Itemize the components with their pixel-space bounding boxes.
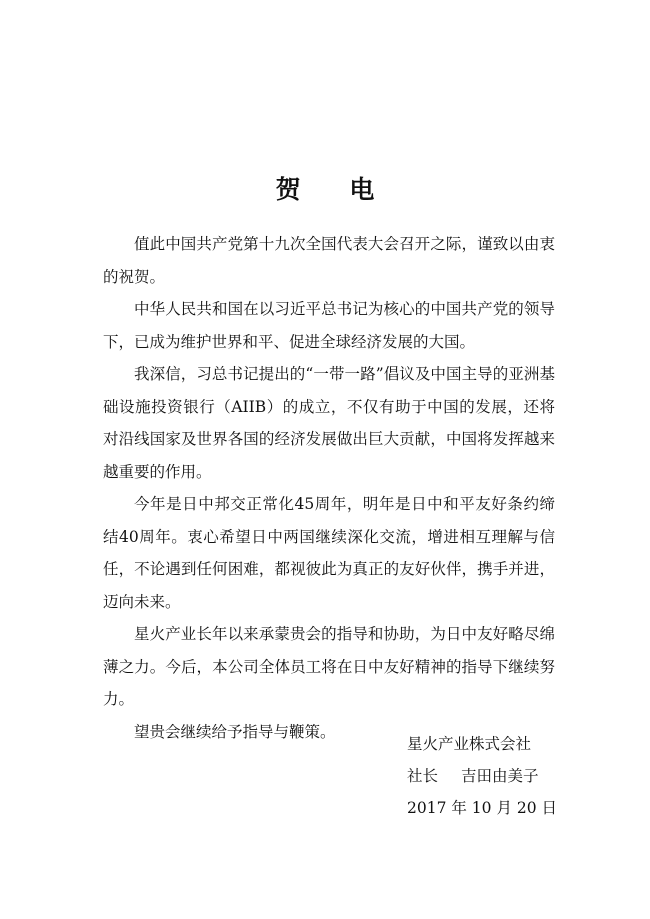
letter-title: 贺 电 (275, 175, 395, 204)
paragraph-belt-and-road: 我深信，习总书记提出的“一带一路”倡议及中国主导的亚洲基础设施投资银行（AIIB）的成立，不仅有助于中国的发展，还将对沿线国家及世界各国的经济发展做出巨大贡献，中国将发挥越来越重要的作用。 (103, 365, 555, 481)
signature-name: 吉田由美子 (460, 767, 539, 785)
paragraph-china-role: 中华人民共和国在以习近平总书记为核心的中国共产党的领导下，已成为维护世界和平、促进全球经济发展的大国。 (103, 300, 555, 351)
signature-block (405, 728, 595, 824)
paragraph-anniversary: 今年是日中邦交正常化45周年，明年是日中和平友好条约缔结40周年。衷心希望日中两国继续深化交流，增进相互理解与信任，不论遇到任何困难，都视彼此为真正的友好伙伴，携手并进，迈向未来。 (103, 495, 555, 611)
paragraph-closing: 望贵会继续给予指导与鞭策。 (134, 722, 336, 741)
letter-body (103, 228, 555, 748)
signature-company: 星火产业株式会社 (407, 735, 532, 753)
signature-date: 2017 年 10 月 20 日 (407, 799, 558, 817)
paragraph-company-commitment: 星火产业长年以来承蒙贵会的指导和协助，为日中友好略尽绵薄之力。今后，本公司全体员工将在日中友好精神的指导下继续努力。 (103, 625, 555, 708)
signature-role: 社长 (407, 767, 439, 785)
signature-signer (405, 760, 595, 792)
paragraph-congratulations: 值此中国共产党第十九次全国代表大会召开之际，谨致以由衷的祝贺。 (103, 235, 555, 286)
